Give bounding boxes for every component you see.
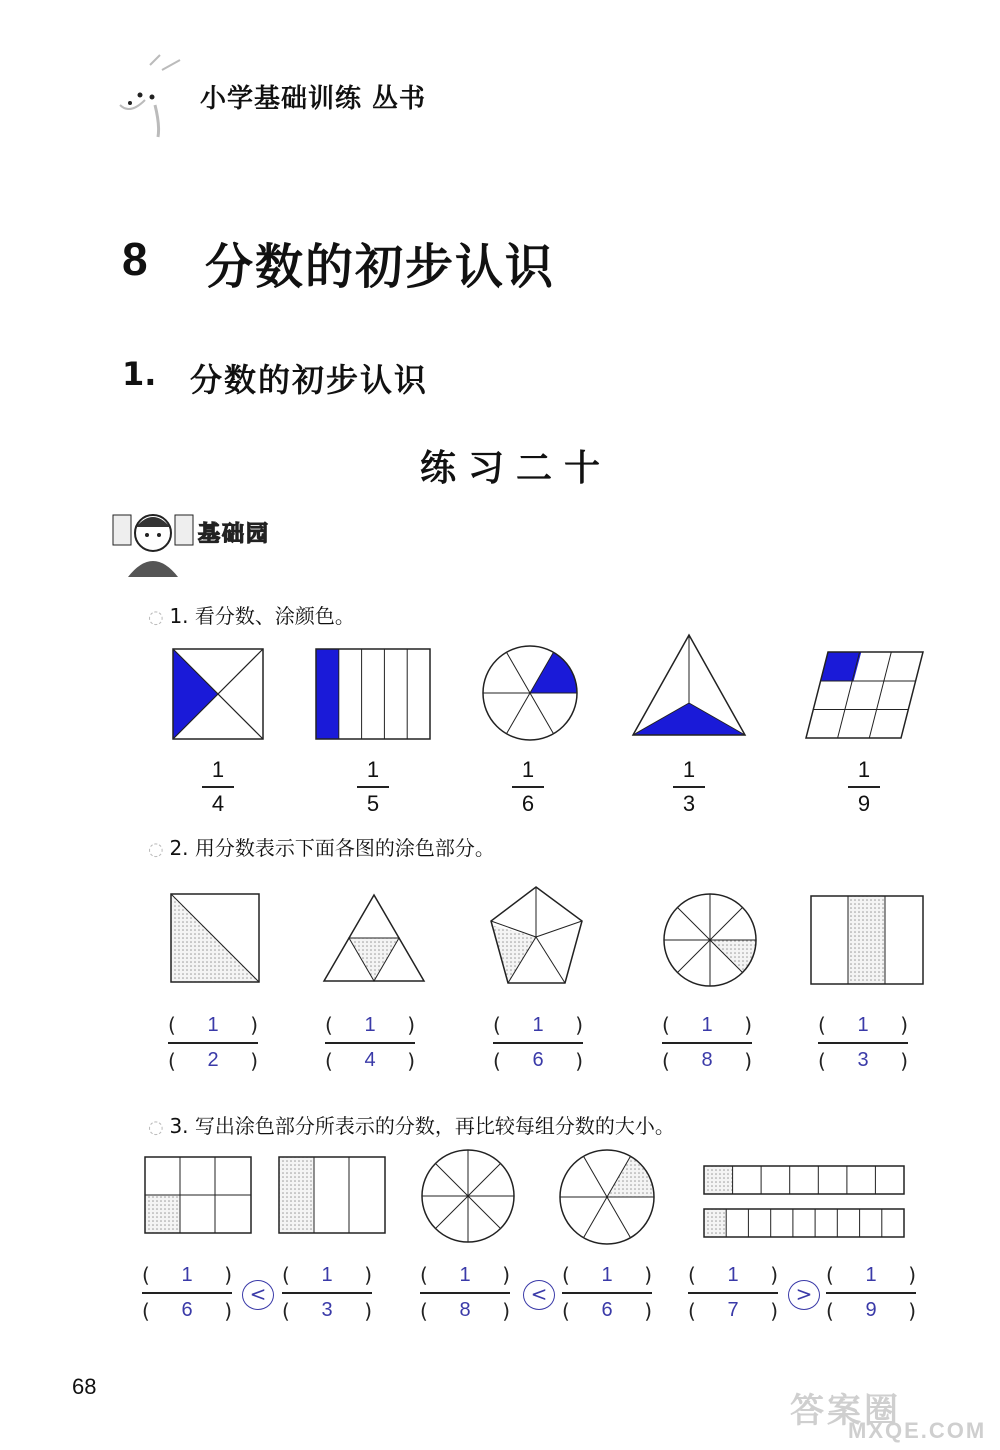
q2-answer-1: ( 1 ) ( 2 ) bbox=[168, 1013, 258, 1073]
q3-group1-left: ( 1 ) ( 6 ) bbox=[142, 1263, 232, 1323]
q2-rectangle-third bbox=[810, 895, 924, 985]
q2-pentagon-sixth bbox=[486, 885, 586, 985]
q3-group1-right: ( 1 ) ( 3 ) bbox=[282, 1263, 372, 1323]
garden-badge: 基础园 bbox=[198, 522, 271, 547]
q3-group3-left: ( 1 ) ( 7 ) bbox=[688, 1263, 778, 1323]
q2-answer-5: ( 1 ) ( 3 ) bbox=[818, 1013, 908, 1073]
q1-square-quarter bbox=[172, 648, 264, 740]
q3-group2-compare: < bbox=[523, 1280, 555, 1310]
q2-square-half bbox=[170, 893, 260, 983]
q3-group2-right: ( 1 ) ( 6 ) bbox=[562, 1263, 652, 1323]
q3-circle-eighth bbox=[420, 1148, 516, 1244]
chapter-number: 8 bbox=[122, 233, 148, 285]
student-reading-icon bbox=[108, 505, 198, 580]
question-2-text: ◌ 2. 用分数表示下面各图的涂色部分。 bbox=[148, 836, 495, 860]
q2-triangle-quarter bbox=[322, 893, 426, 983]
q2-answer-3: ( 1 ) ( 6 ) bbox=[493, 1013, 583, 1073]
q2-answer-4: ( 1 ) ( 8 ) bbox=[662, 1013, 752, 1073]
q3-group2-left: ( 1 ) ( 8 ) bbox=[420, 1263, 510, 1323]
q1-fraction-1: 1 4 bbox=[188, 757, 248, 817]
question-3-text: ◌ 3. 写出涂色部分所表示的分数，再比较每组分数的大小。 bbox=[148, 1114, 675, 1138]
q3-group3-right: ( 1 ) ( 9 ) bbox=[826, 1263, 916, 1323]
q1-fraction-4: 1 3 bbox=[659, 757, 719, 817]
q1-triangle-third bbox=[630, 633, 748, 737]
section-title: 分数的初步认识 bbox=[190, 361, 429, 399]
q3-circle-sixth bbox=[558, 1148, 656, 1246]
question-1-text: ◌ 1. 看分数、涂颜色。 bbox=[148, 604, 355, 628]
series-title: 小学基础训练 丛书 bbox=[200, 84, 427, 114]
exercise-title: 练习二十 bbox=[420, 448, 613, 489]
q1-rectangle-fifth bbox=[315, 648, 431, 740]
q1-parallelogram-ninth bbox=[805, 650, 925, 740]
q3-group3-compare: > bbox=[788, 1280, 820, 1310]
bullet-icon: ◌ bbox=[148, 1117, 170, 1138]
section-number: 1. bbox=[122, 355, 157, 393]
q1-fraction-2: 1 5 bbox=[343, 757, 403, 817]
q3-group1-compare: < bbox=[242, 1280, 274, 1310]
q1-fraction-3: 1 6 bbox=[498, 757, 558, 817]
bullet-icon: ◌ bbox=[148, 607, 170, 628]
page-number: 68 bbox=[72, 1374, 97, 1399]
q1-fraction-5: 1 9 bbox=[834, 757, 894, 817]
q3-strip-seventh bbox=[703, 1165, 905, 1195]
bullet-icon: ◌ bbox=[148, 839, 170, 860]
watermark-logo: 答案圈 bbox=[790, 1391, 901, 1431]
q3-strip-ninth bbox=[703, 1208, 905, 1238]
q1-circle-sixth bbox=[481, 644, 579, 742]
q2-circle-eighth bbox=[662, 892, 758, 988]
q3-grid-sixth bbox=[144, 1156, 252, 1234]
q3-rectangle-third bbox=[278, 1156, 386, 1234]
q2-answer-2: ( 1 ) ( 4 ) bbox=[325, 1013, 415, 1073]
chapter-title: 分数的初步认识 bbox=[205, 239, 556, 295]
watermark-url: MXQE.COM bbox=[848, 1418, 987, 1443]
header-decoration-icon bbox=[100, 45, 195, 140]
